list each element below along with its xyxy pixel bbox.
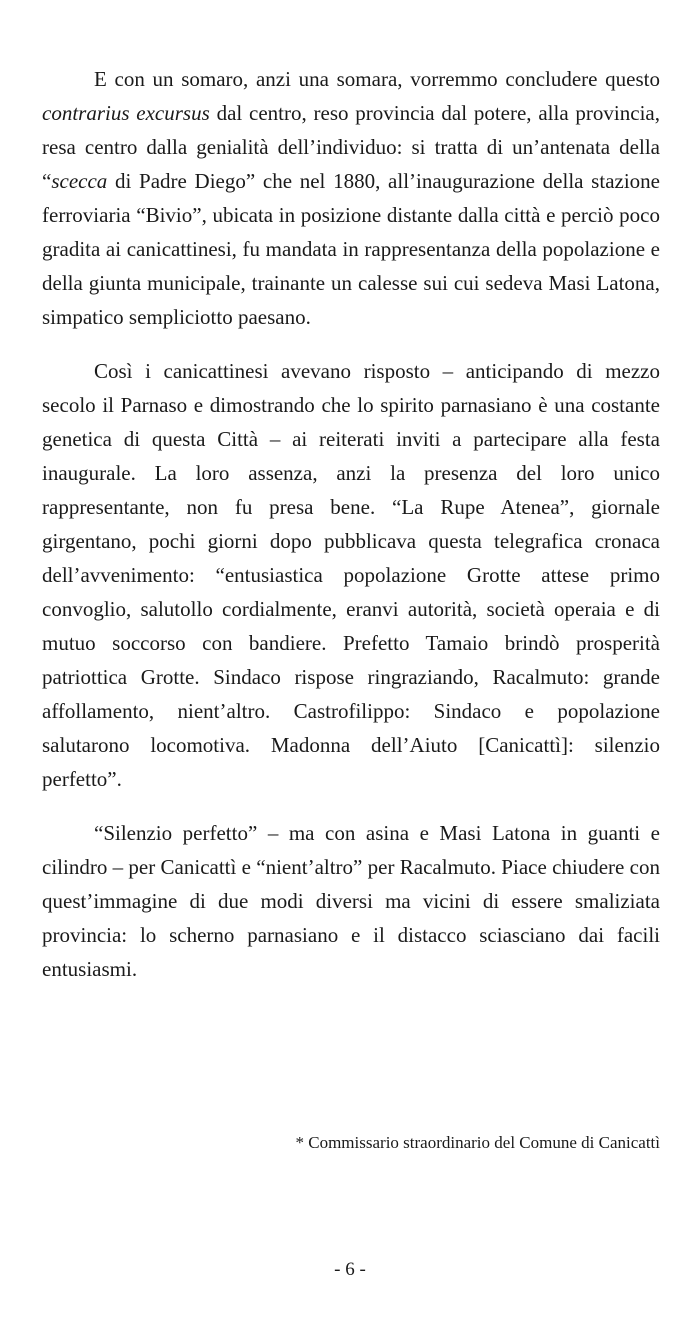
- paragraph-3-text: “Silenzio perfetto” – ma con asina e Masi Latona in guanti e cilindro – per Canicattì e “nient’altro” per Racalmuto. Piace chiudere con quest’immagine di due modi diversi ma vicini di essere smaliziata provincia: lo scherno parnasiano e il distacco sciasciano dai facili entusiasmi.: [42, 821, 660, 981]
- paragraph-1-text-2: dal centro, reso provincia dal potere, alla provincia, resa centro dalla genialità dell’individuo: si tratta di un’antenata della “: [42, 101, 660, 193]
- paragraph-1-text-3: di Padre Diego” che nel 1880, all’inaugurazione della stazione ferroviaria “Bivio”, ubicata in posizione distante dalla città e perciò poco gradita ai canicattinesi, fu mandata in rappresentanza della popolazione e della giunta municipale, trainante un calesse sui cui sedeva Masi Latona, simpatico sempliciotto paesano.: [42, 169, 660, 329]
- paragraph-1: [42, 62, 660, 334]
- page-number: - 6 -: [334, 1259, 366, 1280]
- paragraph-2: [42, 354, 660, 796]
- paragraph-3: [42, 816, 660, 986]
- footnote: * Commissario straordinario del Comune di Canicattì: [295, 1133, 660, 1152]
- paragraph-1-text-1: E con un somaro, anzi una somara, vorremmo concludere questo: [94, 67, 660, 91]
- paragraph-1-italic-scecca: scecca: [51, 169, 108, 193]
- paragraph-2-text: Così i canicattinesi avevano risposto – anticipando di mezzo secolo il Parnaso e dimostrando che lo spirito parnasiano è una costante genetica di questa Città – ai reiterati inviti a partecipare alla festa inaugurale. La loro assenza, anzi la presenza del loro unico rappresentante, non fu presa bene. “La Rupe Atenea”, giornale girgentano, pochi giorni dopo pubblicava questa telegrafica cronaca dell’avvenimento: “entusiastica popolazione Grotte attese primo convoglio, salutollo cordialmente, eranvi autorità, società operaia e di mutuo soccorso con bandiere. Prefetto Tamaio brindò prosperità patriottica Grotte. Sindaco rispose ringraziando, Racalmuto: grande affollamento, nient’altro. Castrofilippo: Sindaco e popolazione salutarono locomotiva. Madonna dell’Aiuto [Canicattì]: silenzio perfetto”.: [42, 359, 660, 791]
- paragraph-1-italic-contrarius-excursus: contrarius excursus: [42, 101, 210, 125]
- page-body: [42, 62, 660, 1006]
